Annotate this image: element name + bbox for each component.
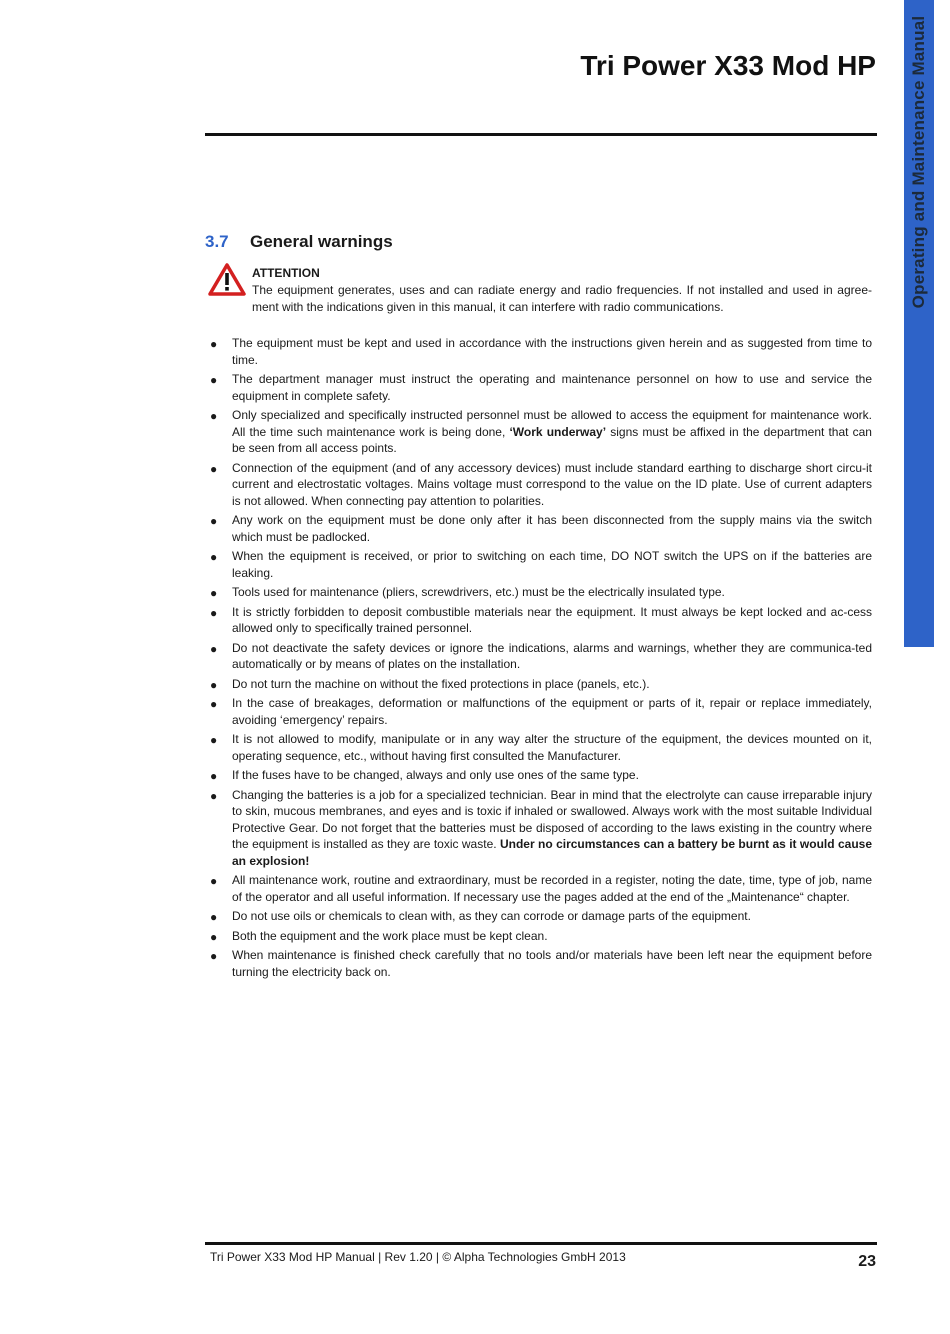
bullet-icon: ● — [210, 586, 218, 600]
bullet-icon: ● — [210, 461, 218, 476]
list-item-text: The department manager must instruct the operating and maintenance personnel on how to use and service the equipment in complete safety. — [232, 372, 872, 403]
list-item — [205, 371, 872, 404]
list-item — [205, 460, 872, 510]
list-item-text: Do not turn the machine on without the fixed protections in place (panels, etc.). — [232, 676, 650, 691]
list-item-text: It is not allowed to modify, manipulate or in any way alter the structure of the equipment, the devices mounted on it, operating sequence, etc., without having first consulted the Manufacturer. — [232, 732, 872, 763]
side-tab — [904, 0, 934, 647]
bullet-icon: ● — [210, 929, 218, 944]
bullet-icon: ● — [210, 733, 218, 747]
bullet-icon: ● — [210, 910, 218, 924]
side-tab-label: Operating and Maintenance Manual — [909, 15, 928, 309]
bullet-icon: ● — [210, 677, 218, 692]
list-item-text: Tools used for maintenance (pliers, screwdrivers, etc.) must be the electrically insulated type. — [232, 585, 725, 599]
list-item-text-tail: signs must be affixed in the department that can be seen from all access points. — [232, 424, 872, 455]
list-item-text: Do not deactivate the safety devices or ignore the indications, alarms and warnings, whether they are communica-ted automatically or by means of plates on the installation. — [232, 640, 872, 671]
list-item-text: The equipment must be kept and used in accordance with the instructions given herein and as suggested from time to time. — [232, 336, 872, 367]
list-item — [205, 767, 872, 784]
list-item — [205, 512, 872, 545]
list-item-text: Changing the batteries is a job for a specialized technician. Bear in mind that the electrolyte can cause irreparable injury to skin, mucous membranes, and eyes and is toxic if inhaled or swallowed. Always work with the most suitable Individual Protective Gear. Do not forget that the batteries must be disposed of according to the laws existing in the country where the equipment is installed as they are toxic waste. — [232, 787, 872, 851]
section-title: General warnings — [250, 232, 393, 251]
list-item — [205, 787, 872, 870]
list-item — [205, 872, 872, 905]
bullet-icon: ● — [210, 605, 218, 620]
header-divider — [205, 133, 877, 136]
list-item-text: In the case of breakages, deformation or malfunctions of the equipment or parts of it, repair or replace immediately, avoiding ‘emergency’ repairs. — [232, 696, 872, 727]
section-heading — [205, 232, 393, 252]
page-number: 23 — [858, 1253, 876, 1270]
list-item — [205, 407, 872, 457]
list-item-text: Both the equipment and the work place must be kept clean. — [232, 928, 548, 943]
list-item — [205, 640, 872, 673]
bullet-icon: ● — [210, 697, 218, 711]
warning-triangle-icon — [208, 263, 246, 297]
list-item-text: If the fuses have to be changed, always and only use ones of the same type. — [232, 768, 639, 782]
bullet-icon: ● — [210, 949, 218, 963]
list-item-text: All maintenance work, routine and extraordinary, must be recorded in a register, noting the date, time, type of job, name of the operator and all useful information. If necessary use the pages added at the end of the „Maintenance“ chapter. — [232, 873, 872, 904]
bullet-icon: ● — [210, 769, 218, 783]
list-item — [205, 928, 872, 945]
list-item — [205, 908, 872, 925]
bullet-icon: ● — [210, 337, 218, 351]
bullet-icon: ● — [210, 409, 218, 423]
list-item — [205, 947, 872, 980]
list-item-text: Do not use oils or chemicals to clean with, as they can corrode or damage parts of the equipment. — [232, 909, 751, 923]
list-item — [205, 604, 872, 637]
section-number: 3.7 — [205, 232, 229, 251]
list-item-text: Only specialized and specifically instructed personnel must be allowed to access the equipment for maintenance work. All the time such maintenance work is being done, — [232, 408, 872, 439]
bullet-icon: ● — [210, 874, 218, 888]
list-item — [205, 731, 872, 764]
list-item-text: When maintenance is finished check carefully that no tools and/or materials have been left near the equipment before turning the electricity back on. — [232, 948, 872, 979]
bullet-icon: ● — [210, 514, 218, 528]
list-item-text: It is strictly forbidden to deposit combustible materials near the equipment. It must always be kept locked and ac-cess allowed only to specifically trained personnel. — [232, 604, 872, 635]
warnings-list — [205, 335, 872, 983]
list-item-text: When the equipment is received, or prior to switching on each time, DO NOT switch the UPS on if the batteries are leaking. — [232, 549, 872, 580]
footer-text: Tri Power X33 Mod HP Manual | Rev 1.20 | © Alpha Technologies GmbH 2013 — [210, 1250, 626, 1264]
list-item-emphasis: Under no circumstances can a battery be burnt as it would cause an explosion! — [232, 837, 872, 868]
attention-box — [252, 265, 872, 316]
list-item — [205, 548, 872, 581]
attention-text: The equipment generates, uses and can radiate energy and radio frequencies. If not installed and used in agree-ment with the indications given in this manual, it can interfere with radio communications. — [252, 283, 872, 314]
bullet-icon: ● — [210, 641, 218, 656]
list-item — [205, 676, 872, 693]
list-item — [205, 335, 872, 368]
bullet-icon: ● — [210, 550, 218, 564]
list-item — [205, 584, 872, 601]
list-item-emphasis: ‘Work underway’ — [509, 424, 607, 439]
footer-divider — [205, 1242, 877, 1245]
document-title: Tri Power X33 Mod HP — [580, 50, 876, 81]
bullet-icon: ● — [210, 788, 218, 803]
list-item-text: Any work on the equipment must be done only after it has been disconnected from the supply mains via the switch which must be padlocked. — [232, 513, 872, 544]
bullet-icon: ● — [210, 373, 218, 387]
list-item — [205, 695, 872, 728]
list-item-text: Connection of the equipment (and of any accessory devices) must include standard earthing to discharge short circu-it current and electrostatic voltages. Mains voltage must correspond to the value on the ID plate. Use of current adapters is not allowed. When connecting pay attention to polarities. — [232, 460, 872, 508]
attention-title: ATTENTION — [252, 266, 320, 280]
